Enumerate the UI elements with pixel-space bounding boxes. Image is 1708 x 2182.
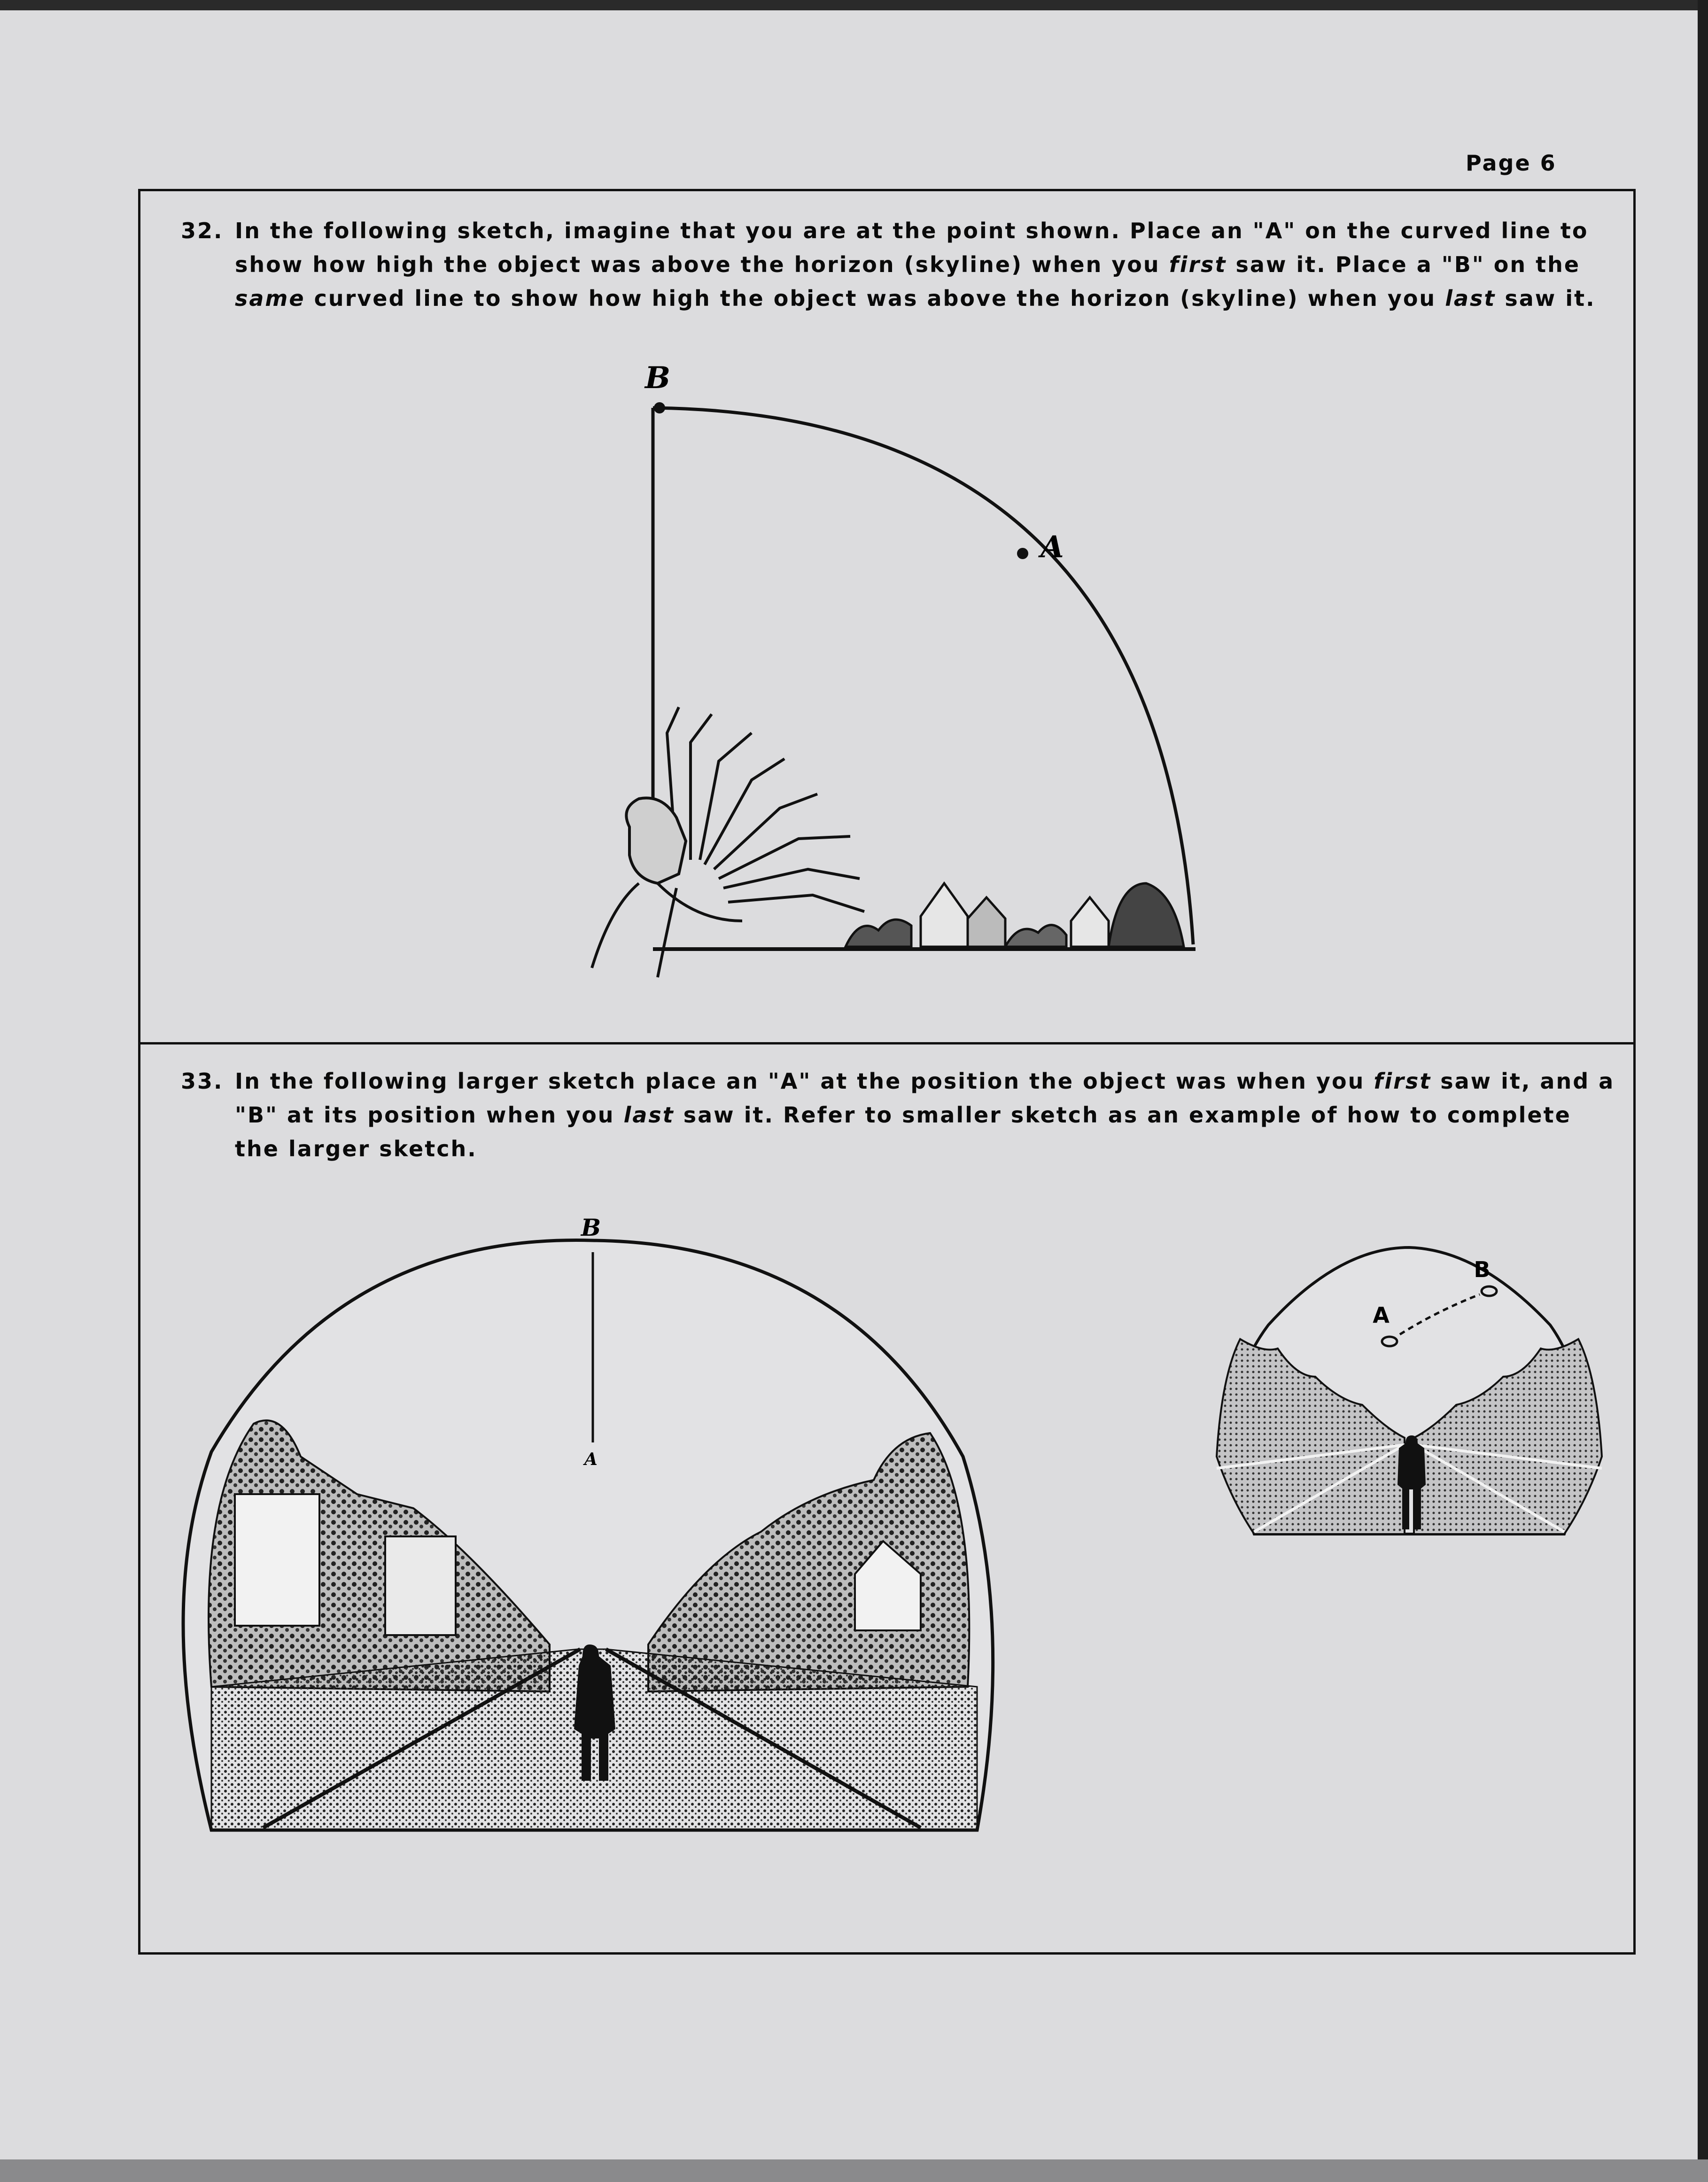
- scan-border-right: [1698, 0, 1708, 2182]
- skyline-illustration: [846, 883, 1184, 947]
- answer-a-mark: A: [584, 1449, 598, 1469]
- answer-b-mark: B: [581, 1214, 601, 1241]
- mark-b-dot[interactable]: [654, 402, 665, 413]
- page-number: Page 6: [1466, 150, 1557, 176]
- question-text: In the following larger sketch place an "A" at the position the object was when you first saw it, and a "B" at its position when you last saw it. Refer to smaller sketch as an example of how to complete the larger sketch.: [235, 1068, 1615, 1161]
- scan-border-bottom: [0, 2159, 1708, 2182]
- example-b-label: B: [1474, 1257, 1491, 1282]
- question-32: [181, 214, 1609, 317]
- question-number: 33.: [181, 1068, 224, 1094]
- scan-border-top: [0, 0, 1708, 10]
- question-number: 32.: [181, 218, 224, 243]
- example-sketch: [1203, 1240, 1625, 1541]
- large-street-sketch: [169, 1203, 1024, 1851]
- answer-a-mark: A: [1040, 530, 1064, 565]
- question-33: [181, 1064, 1618, 1161]
- question-divider: [138, 1042, 1636, 1044]
- answer-b-mark: B: [644, 360, 671, 396]
- sky-arc-sketch: [564, 357, 1221, 1005]
- pointing-arms-illustration: [667, 707, 864, 912]
- example-a-label: A: [1373, 1302, 1390, 1328]
- question-text: In the following sketch, imagine that you are at the point shown. Place an "A" on the curved line to show how high the object was above the horizon (skyline) when you first saw it. Place a "B" on the same curved line to show how high the object was above the horizon (skyline) when you last saw it.: [235, 218, 1596, 311]
- mark-a-dot[interactable]: [1017, 548, 1028, 559]
